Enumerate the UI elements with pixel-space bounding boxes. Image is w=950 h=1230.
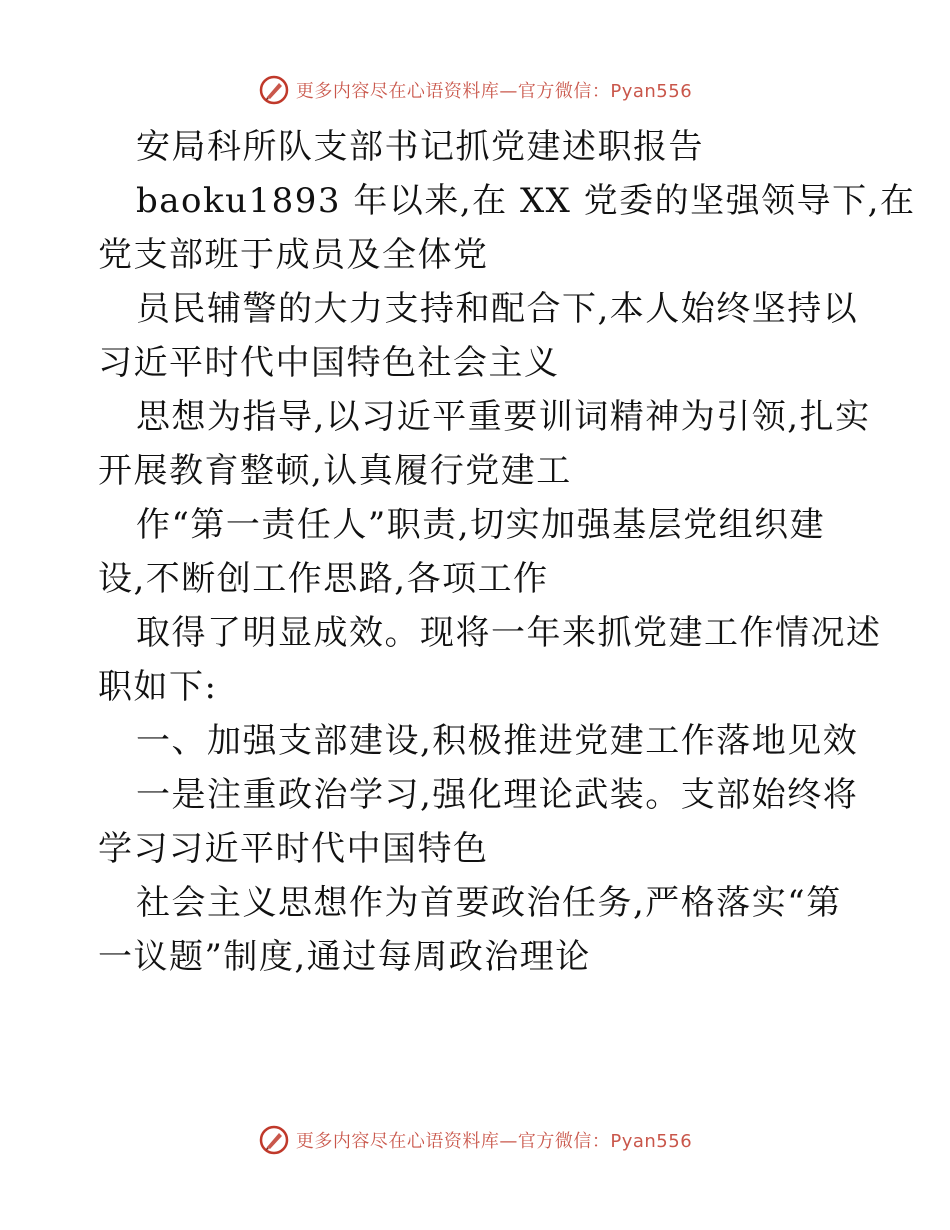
text-line: 开展教育整顿,认真履行党建工: [98, 451, 572, 491]
text-line: 作“第一责任人”职责,切实加强基层党组织建: [136, 505, 826, 545]
text-line: 一是注重政治学习,强化理论武装。支部始终将: [136, 775, 859, 815]
text-line: 一议题”制度,通过每周政治理论: [98, 937, 591, 977]
text-line: 思想为指导,以习近平重要训词精神为引领,扎实: [136, 397, 871, 437]
header-watermark: [0, 72, 950, 108]
watermark-text: 更多内容尽在心语资料库—官方微信：Pyan556: [295, 1131, 693, 1152]
text-line: 学习习近平时代中国特色: [98, 829, 489, 869]
watermark-text: 更多内容尽在心语资料库—官方微信：Pyan556: [295, 81, 693, 102]
footer-watermark: [0, 1122, 950, 1158]
text-line: 习近平时代中国特色社会主义: [98, 343, 560, 383]
pen-logo-icon: [258, 74, 290, 106]
text-line: 员民辅警的大力支持和配合下,本人始终坚持以: [136, 289, 859, 329]
text-line: 安局科所队支部书记抓党建述职报告: [136, 127, 704, 167]
text-line: 取得了明显成效。现将一年来抓党建工作情况述: [136, 613, 882, 653]
document-body: [98, 120, 916, 984]
text-line: baoku1893 年以来,在 XX 党委的坚强领导下,在: [136, 181, 916, 221]
text-line: 职如下:: [98, 667, 218, 707]
text-line: 党支部班于成员及全体党: [98, 235, 489, 275]
text-line: 一、加强支部建设,积极推进党建工作落地见效: [136, 721, 859, 761]
text-line: 社会主义思想作为首要政治任务,严格落实“第: [136, 883, 842, 923]
pen-logo-icon: [258, 1124, 290, 1156]
text-line: 设,不断创工作思路,各项工作: [98, 559, 549, 599]
